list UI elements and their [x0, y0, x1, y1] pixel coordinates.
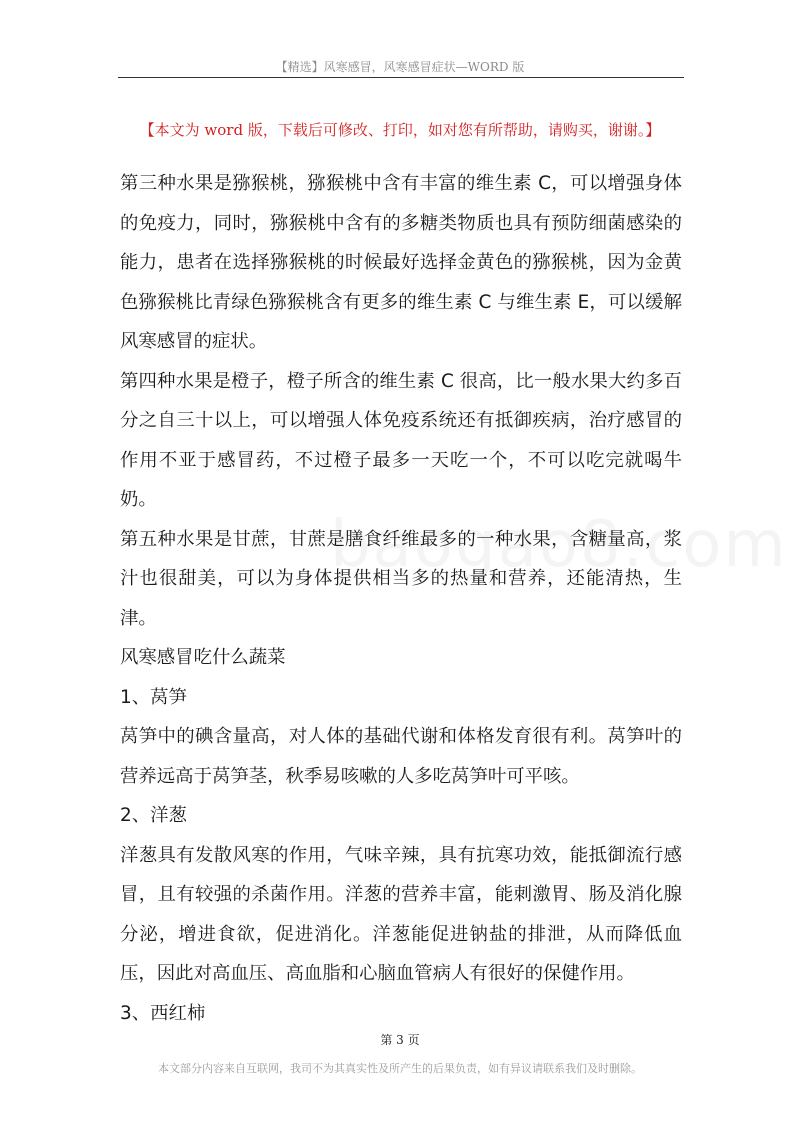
- item-heading-lettuce: 1、莴笋: [120, 686, 187, 708]
- section-heading-vegetables: 风寒感冒吃什么蔬菜: [120, 647, 286, 668]
- footer-disclaimer: 本文部分内容来自互联网，我司不为其真实性及所产生的后果负责，如有异议请联系我们及时删除。: [158, 1062, 642, 1075]
- item-heading-tomato: 3、西红柿: [120, 1002, 206, 1024]
- paragraph-kiwi: 第三种水果是猕猴桃，猕猴桃中含有丰富的维生素 C，可以增强身体的免疫力，同时，猕猴桃中含有的多糖类物质也具有预防细菌感染的能力，患者在选择猕猴桃的时候最好选择金黄色的猕猴桃，因为金黄色猕猴桃比青绿色猕猴桃含有更多的维生素 C 与维生素 E，可以缓解风寒感冒的症状。: [120, 173, 682, 352]
- paragraph-onion: 洋葱具有发散风寒的作用，气味辛辣，具有抗寒功效，能抵御流行感冒，且有较强的杀菌作用。洋葱的营养丰富，能刺激胃、肠及消化腺分泌，增进食欲，促进消化。洋葱能促进钠盐的排泄，从而降低血压，因此对高血压、高血脂和心脑血管病人有很好的保健作用。: [120, 844, 682, 984]
- header-divider: [118, 77, 684, 78]
- page-header: 【精选】风寒感冒，风寒感冒症状—WORD 版: [275, 60, 525, 74]
- item-heading-onion: 2、洋葱: [120, 805, 187, 826]
- body-text: [120, 164, 682, 1033]
- paragraph-lettuce: 莴笋中的碘含量高，对人体的基础代谢和体格发育很有利。莴笋叶的营养远高于莴笋茎，秋季易咳嗽的人多吃莴笋叶可平咳。: [120, 726, 682, 787]
- word-version-notice: 【本文为 word 版，下载后可修改、打印，如对您有所帮助，请购买，谢谢。】: [139, 121, 661, 139]
- paragraph-orange: 第四种水果是橙子，橙子所含的维生素 C 很高，比一般水果大约多百分之自三十以上，可以增强人体免疫系统还有抵御疾病，治疗感冒的作用不亚于感冒药，不过橙子最多一天吃一个，不可以吃完就喝牛奶。: [120, 370, 682, 510]
- page-number: 第 3 页: [380, 1033, 420, 1047]
- paragraph-sugarcane: 第五种水果是甘蔗，甘蔗是膳食纤维最多的一种水果，含糖量高，浆汁也很甜美，可以为身体提供相当多的热量和营养，还能清热，生津。: [120, 528, 682, 629]
